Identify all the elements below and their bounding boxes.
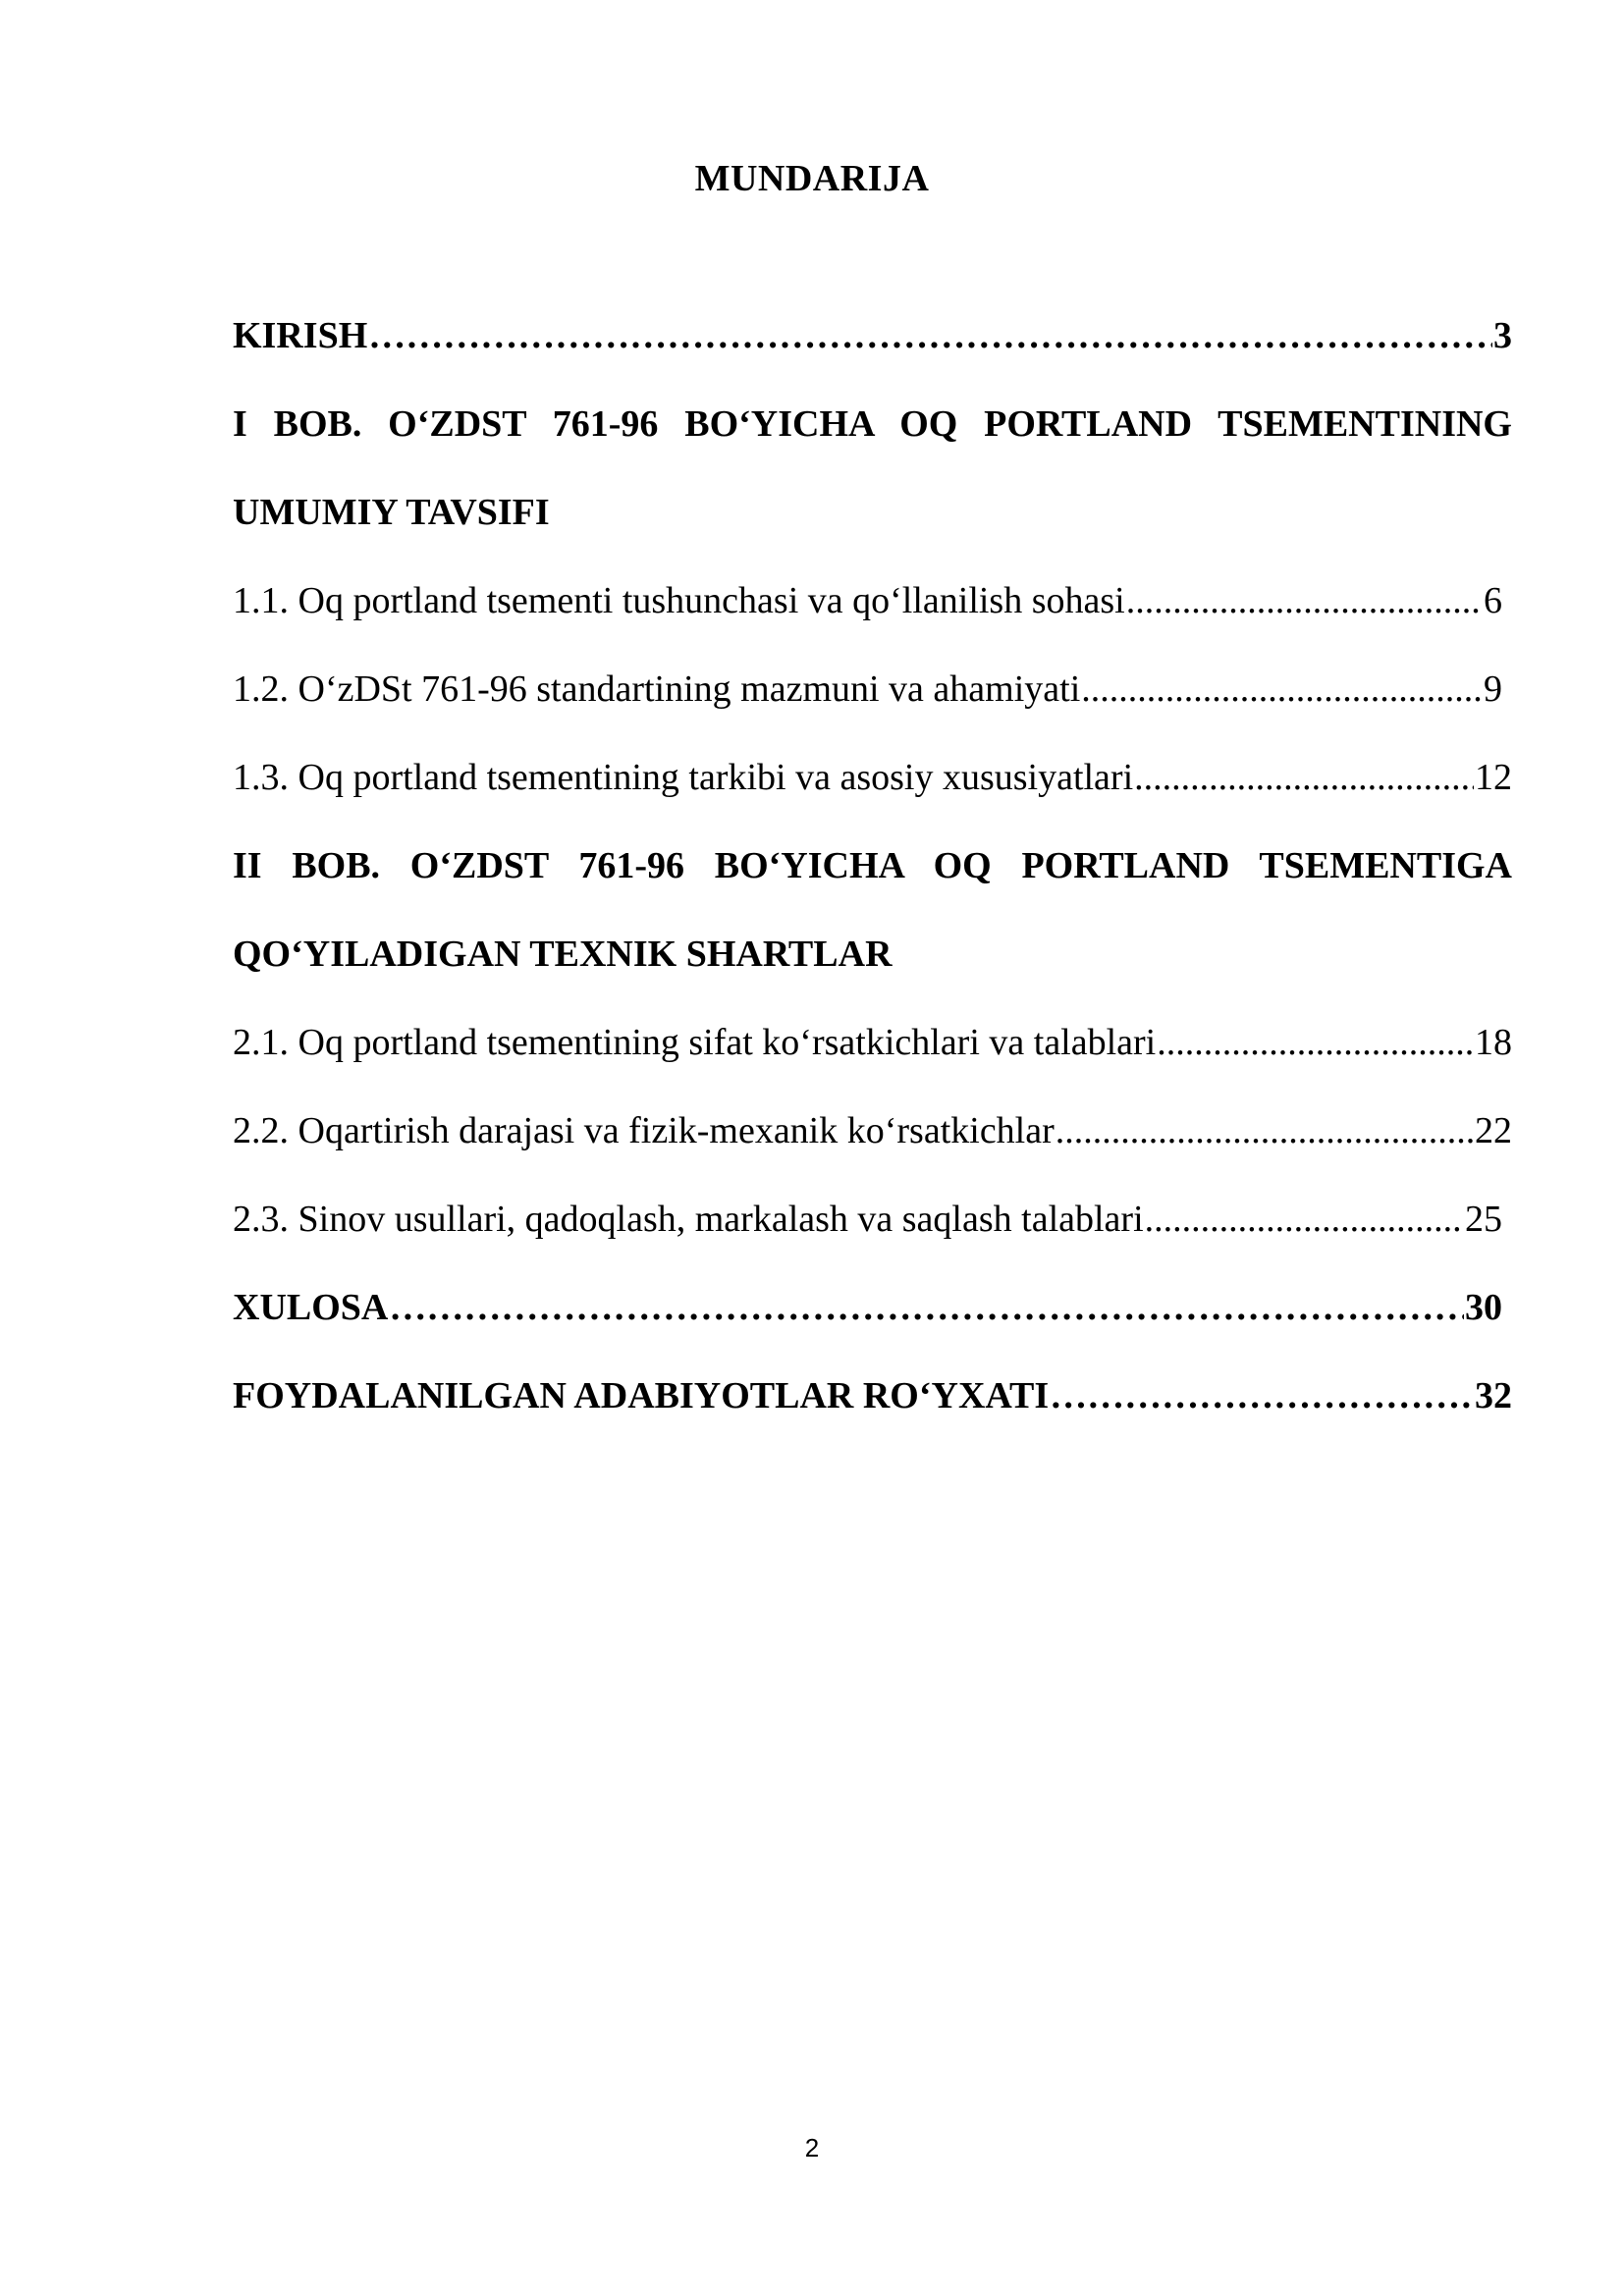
page-number: 2 — [804, 2133, 820, 2163]
toc-entry-label: 1.1. Oq portland tsementi tushunchasi va qo‘llanilish sohasi — [233, 580, 1125, 621]
toc-entry-label: FOYDALANILGAN ADABIYOTLAR RO‘YXATI — [233, 1375, 1050, 1416]
toc-entry-kirish[interactable] — [233, 304, 1512, 393]
toc-leader-dots — [368, 312, 1492, 359]
toc-entry-page: 25 — [1465, 1199, 1502, 1240]
toc-leader-dots — [1081, 666, 1483, 713]
toc-entry-page: 30 — [1465, 1287, 1502, 1328]
toc-entry-page: 22 — [1475, 1110, 1512, 1151]
toc-entry-label: KIRISH — [233, 315, 368, 356]
toc-leader-dots — [1056, 1107, 1474, 1154]
toc-leader-dots — [1157, 1019, 1474, 1066]
toc-entry-2-3[interactable] — [233, 1188, 1502, 1276]
toc-entry-1-3[interactable] — [233, 746, 1512, 834]
toc-entry-2-2[interactable] — [233, 1099, 1512, 1188]
toc-entry-page: 3 — [1493, 315, 1512, 356]
toc-entry-label: 1.2. O‘zDSt 761-96 standartining mazmuni va ahamiyati — [233, 668, 1081, 710]
toc-leader-dots — [1126, 577, 1483, 624]
toc-entry-xulosa[interactable] — [233, 1276, 1502, 1364]
toc-entry-1-2[interactable] — [233, 658, 1502, 746]
toc-entry-2-1[interactable] — [233, 1011, 1512, 1099]
toc-entry-label: 1.3. Oq portland tsementining tarkibi va asosiy xususiyatlari — [233, 757, 1134, 798]
toc-chapter-2-line-1[interactable]: II BOB. O‘ZDST 761-96 BO‘YICHA OQ PORTLAND TSEMENTIGA — [233, 845, 1512, 886]
toc-entry-label: 2.1. Oq portland tsementining sifat ko‘rsatkichlari va talablari — [233, 1022, 1157, 1063]
toc-entry-1-1[interactable] — [233, 569, 1502, 658]
page-title: MUNDARIJA — [694, 158, 930, 199]
toc-entry-label: XULOSA — [233, 1287, 389, 1328]
toc-chapter-1-line-1[interactable]: I BOB. O‘ZDST 761-96 BO‘YICHA OQ PORTLAND TSEMENTINING — [233, 403, 1512, 445]
toc-entry-label: 2.2. Oqartirish darajasi va fizik-mexanik ko‘rsatkichlar — [233, 1110, 1055, 1151]
table-of-contents — [233, 304, 1512, 1453]
toc-entry-page: 6 — [1484, 580, 1502, 621]
toc-leader-dots — [1134, 754, 1474, 801]
toc-entry-page: 32 — [1475, 1375, 1512, 1416]
toc-chapter-2-line-2[interactable]: QO‘YILADIGAN TEXNIK SHARTLAR — [233, 934, 893, 975]
toc-leader-dots — [1050, 1372, 1474, 1419]
toc-leader-dots — [389, 1284, 1464, 1331]
toc-entry-page: 12 — [1475, 757, 1512, 798]
toc-entry-label: 2.3. Sinov usullari, qadoqlash, markalash va saqlash talablari — [233, 1199, 1144, 1240]
toc-leader-dots — [1145, 1196, 1464, 1243]
toc-entry-page: 18 — [1475, 1022, 1512, 1063]
toc-entry-page: 9 — [1484, 668, 1502, 710]
toc-entry-adabiyotlar[interactable] — [233, 1364, 1512, 1453]
toc-chapter-1-line-2[interactable]: UMUMIY TAVSIFI — [233, 492, 550, 533]
